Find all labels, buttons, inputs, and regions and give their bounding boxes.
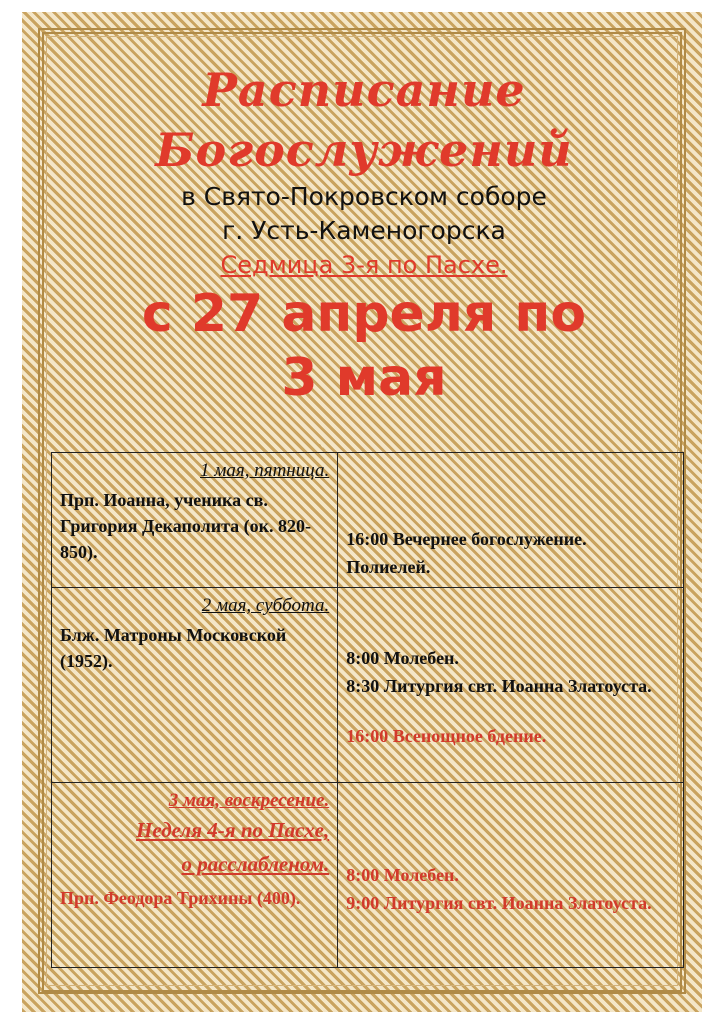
service-item: 8:30 Литургия свт. Иоанна Златоуста. [346, 676, 652, 696]
schedule-table [51, 452, 684, 968]
service-item: 16:00 Вечернее богослужение. Полиелей. [346, 529, 587, 577]
subtitle-line-2: г. Усть-Каменогорска [222, 216, 506, 245]
week-label: Седмица 3-я по Пасхе. [220, 251, 508, 279]
table-row [52, 783, 684, 968]
feast-line-1: Неделя 4-я по Пасхе, [136, 818, 330, 842]
day-saint: Прп. Иоанна, ученика св. Григория Декаполита (ок. 820-850). [60, 490, 312, 562]
service-item: 9:00 Литургия свт. Иоанна Златоуста. [346, 893, 652, 913]
day-date: 2 мая, суббота. [201, 595, 330, 616]
service-item: 8:00 Молебен. [346, 648, 459, 668]
subtitle-line-1: в Свято-Покровском соборе [181, 182, 547, 211]
table-row [52, 453, 684, 588]
day-date: 3 мая, воскресение. [168, 790, 330, 811]
day-saint: Прп. Феодора Трихины (400). [60, 888, 301, 908]
services-cell [338, 783, 684, 968]
table-row [52, 588, 684, 783]
service-item: 8:00 Молебен. [346, 865, 459, 885]
services-cell [338, 588, 684, 783]
day-cell [52, 588, 338, 783]
header [50, 60, 678, 410]
service-item: 16:00 Всенощное бдение. [346, 726, 547, 746]
day-cell [52, 783, 338, 968]
day-date: 1 мая, пятница. [200, 460, 330, 481]
dates-line-1: с 27 апреля по [141, 284, 587, 344]
day-saint: Блж. Матроны Московской (1952). [60, 625, 287, 671]
dates-line-2: 3 мая [281, 348, 447, 408]
title-line-2: Богослужений [155, 123, 573, 177]
services-cell [338, 453, 684, 588]
day-cell [52, 453, 338, 588]
feast-line-2: о расслабленом. [181, 852, 330, 876]
title-line-1: Расписание [202, 63, 526, 117]
